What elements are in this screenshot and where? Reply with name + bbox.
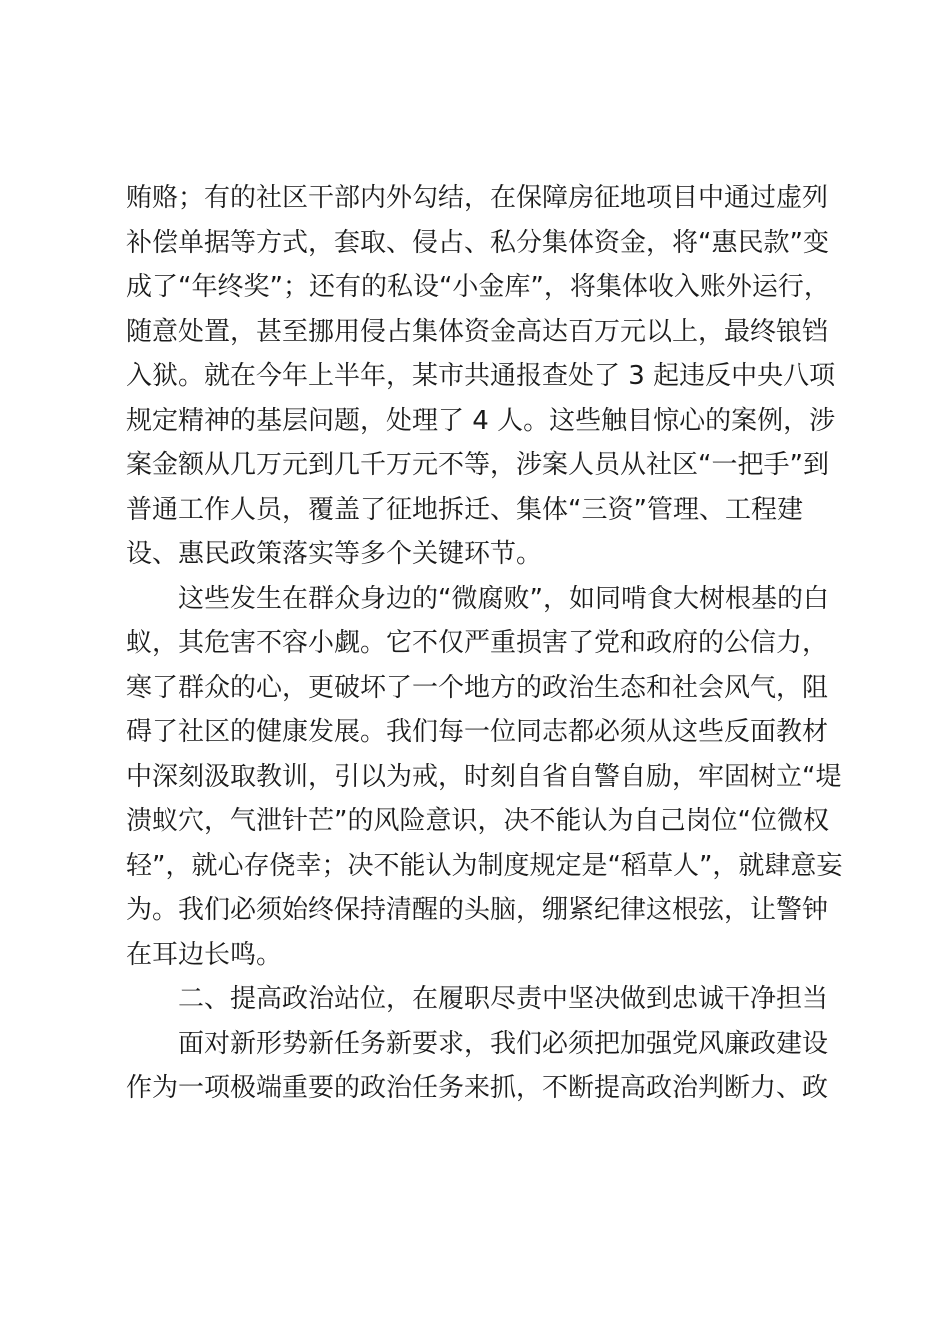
heading-line: 二、提高政治站位，在履职尽责中坚决做到忠诚干净担当 — [178, 984, 829, 1014]
text-line: 规定精神的基层问题，处理了 4 人。这些触目惊心的案例，涉 — [126, 405, 836, 436]
paragraph-new-situation — [126, 1022, 829, 1111]
text-line: 这些发生在群众身边的“微腐败”，如同啃食大树根基的白 — [178, 583, 829, 614]
text-line: 作为一项极端重要的政治任务来抓，不断提高政治判断力、政 — [126, 1073, 829, 1103]
text-line: 贿赂；有的社区干部内外勾结，在保障房征地项目中通过虚列 — [126, 183, 829, 213]
text-line: 为。我们必须始终保持清醒的头脑，绷紧纪律这根弦，让警钟 — [126, 895, 829, 925]
text-line: 蚁，其危害不容小觑。它不仅严重损害了党和政府的公信力， — [126, 628, 829, 658]
text-line: 面对新形势新任务新要求，我们必须把加强党风廉政建设 — [178, 1028, 829, 1059]
text-line: 溃蚁穴，气泄针芒”的风险意识，决不能认为自己岗位“位微权 — [126, 806, 829, 836]
section-heading — [126, 977, 829, 1022]
text-line: 寒了群众的心，更破坏了一个地方的政治生态和社会风气，阻 — [126, 672, 829, 703]
document-body — [126, 176, 843, 1111]
paragraph-micro-corruption — [126, 577, 843, 978]
paragraph-case-list — [126, 176, 836, 577]
text-line: 普通工作人员，覆盖了征地拆迁、集体“三资”管理、工程建 — [126, 494, 803, 525]
text-line: 碍了社区的健康发展。我们每一位同志都必须从这些反面教材 — [126, 717, 829, 747]
text-line: 设、惠民政策落实等多个关键环节。 — [126, 539, 543, 569]
text-line: 在耳边长鸣。 — [126, 939, 283, 970]
text-line: 案金额从几万元到几千万元不等，涉案人员从社区“一把手”到 — [126, 450, 829, 480]
text-line: 补偿单据等方式，套取、侵占、私分集体资金，将“惠民款”变 — [126, 227, 829, 258]
text-line: 入狱。就在今年上半年，某市共通报查处了 3 起违反中央八项 — [126, 361, 836, 391]
text-line: 成了“年终奖”；还有的私设“小金库”，将集体收入账外运行， — [126, 272, 830, 302]
text-line: 中深刻汲取教训，引以为戒，时刻自省自警自励，牢固树立“堤 — [126, 761, 842, 792]
text-line: 轻”，就心存侥幸；决不能认为制度规定是“稻草人”，就肆意妄 — [126, 850, 843, 881]
text-line: 随意处置，甚至挪用侵占集体资金高达百万元以上，最终锒铛 — [126, 316, 829, 347]
